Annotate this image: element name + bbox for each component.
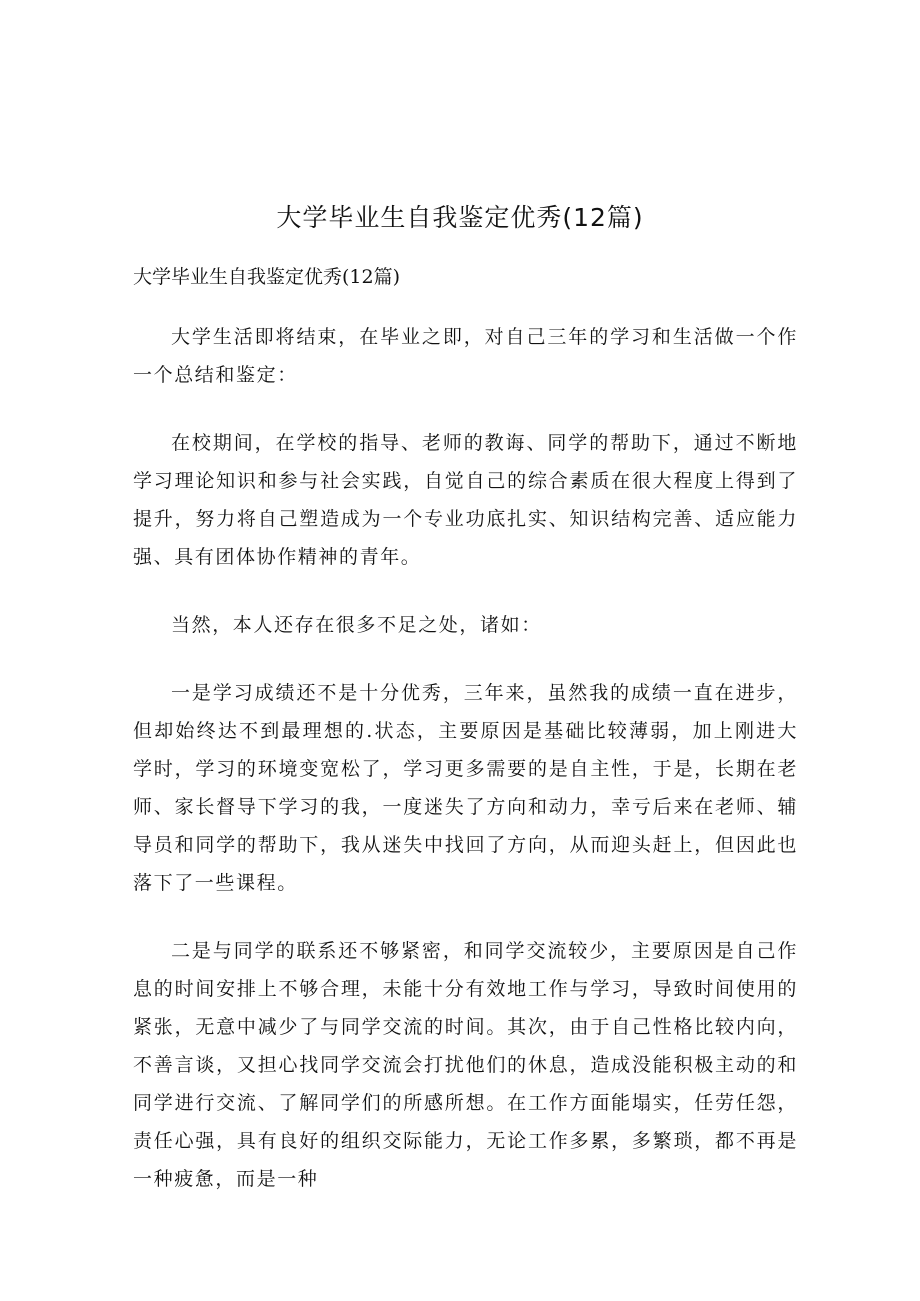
document-subtitle: 大学毕业生自我鉴定优秀(12篇)	[133, 266, 401, 288]
document-title: 大学毕业生自我鉴定优秀(12篇)	[276, 203, 644, 232]
paragraph-second-point: 二是与同学的联系还不够紧密，和同学交流较少，主要原因是自己作息的时间安排上不够合理，未能十分有效地工作与学习，导致时间使用的紧张，无意中减少了与同学交流的时间。其次，由于自己性格比较内向，不善言谈，又担心找同学交流会打扰他们的休息，造成没能积极主动的和同学进行交流、了解同学们的所感所想。在工作方面能塌实，任劳任怨，责任心强，具有良好的组织交际能力，无论工作多累，多繁琐，都不再是一种疲惫，而是一种	[133, 940, 798, 1190]
paragraph-intro: 大学生活即将结束，在毕业之即，对自己三年的学习和生活做一个作一个总结和鉴定：	[133, 326, 798, 386]
paragraph-school-period: 在校期间，在学校的指导、老师的教诲、同学的帮助下，通过不断地学习理论知识和参与社会实践，自觉自己的综合素质在很大程度上得到了提升，努力将自己塑造成为一个专业功底扎实、知识结构完善、适应能力强、具有团体协作精神的青年。	[133, 432, 798, 568]
paragraph-first-point: 一是学习成绩还不是十分优秀，三年来，虽然我的成绩一直在进步，但却始终达不到最理想的.状态，主要原因是基础比较薄弱，加上刚进大学时，学习的环境变宽松了，学习更多需要的是自主性，于是，长期在老师、家长督导下学习的我，一度迷失了方向和动力，幸亏后来在老师、辅导员和同学的帮助下，我从迷失中找回了方向，从而迎头赶上，但因此也落下了一些课程。	[133, 682, 798, 894]
paragraph-shortcomings: 当然，本人还存在很多不足之处，诸如：	[171, 614, 542, 636]
document-body	[133, 318, 798, 1228]
